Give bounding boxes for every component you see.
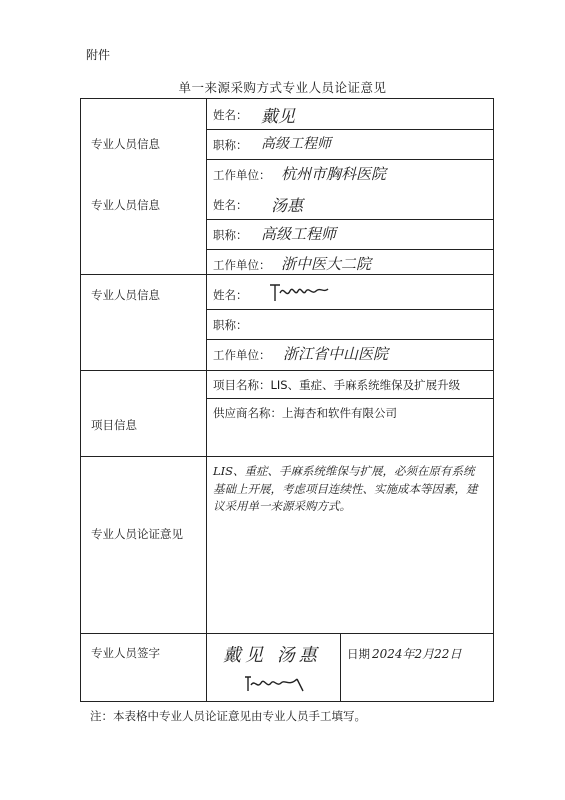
expert-2-name-label: 姓名： (213, 198, 248, 212)
project-name-label: 项目名称： (213, 378, 271, 392)
expert-3-unit-label: 工作单位： (213, 348, 271, 362)
expert-1-unit-handwritten: 杭州市胸科医院 (281, 165, 387, 183)
sub-row-divider (206, 219, 493, 220)
row-divider (81, 274, 493, 275)
column-divider (206, 99, 207, 701)
sub-row-divider (206, 398, 493, 399)
expert-1-name-label: 姓名： (213, 108, 248, 122)
sub-row-divider (206, 339, 493, 340)
project-section-label: 项目信息 (91, 418, 137, 432)
supplier-row (213, 405, 397, 421)
date-divider (340, 633, 341, 701)
annex-label: 附件 (86, 48, 111, 62)
signature-date-row (347, 645, 461, 662)
row-divider (81, 633, 493, 634)
footnote: 注：本表格中专业人员论证意见由专业人员手工填写。 (90, 709, 366, 723)
signature-section-label: 专业人员签字 (91, 646, 160, 660)
expert-3-section-label: 专业人员信息 (91, 288, 160, 302)
expert-1-section-label: 专业人员信息 (91, 137, 160, 151)
expert-2-unit-handwritten: 浙中医大二院 (281, 255, 372, 273)
opinion-section-label: 专业人员论证意见 (91, 527, 183, 541)
expert-1-name-handwritten: 戴见 (261, 107, 295, 127)
sub-row-divider (206, 249, 493, 250)
expert-2-unit-label: 工作单位： (213, 258, 271, 272)
opinion-handwritten-text: LIS、重症、手麻系统维保与扩展，必须在原有系统基础上开展，考虑项目连续性、实施成本等因素，建议采用单一来源采购方式。 (213, 464, 478, 513)
expert-2-title-label: 职称： (213, 228, 248, 242)
date-label: 日期 (347, 647, 370, 661)
third-signer-signature-scrawl (241, 671, 331, 693)
expert-2-title-handwritten: 高级工程师 (261, 225, 337, 243)
expert-2-section-label: 专业人员信息 (91, 198, 160, 212)
supplier-label: 供应商名称： (213, 406, 282, 420)
form-title: 单一来源采购方式专业人员论证意见 (178, 80, 387, 95)
expert-1-title-label: 职称： (213, 138, 248, 152)
signers-handwritten: 戴见 汤惠 (223, 645, 321, 666)
sub-row-divider (206, 159, 493, 160)
project-name-row (213, 377, 460, 393)
row-divider (81, 456, 493, 457)
expert-1-title-handwritten: 高级工程师 (261, 136, 331, 152)
project-name-value: LIS、重症、手麻系统维保及扩展升级 (270, 378, 461, 392)
row-divider (81, 370, 493, 371)
expert-3-name-signature-scrawl (266, 281, 366, 303)
date-handwritten: 2024年2月22日 (372, 647, 462, 661)
expert-2-name-handwritten: 汤惠 (271, 196, 304, 215)
expert-3-unit-handwritten: 浙江省中山医院 (283, 345, 389, 363)
supplier-value: 上海杏和软件有限公司 (282, 406, 397, 420)
sub-row-divider (206, 309, 493, 310)
expert-3-title-label: 职称： (213, 318, 248, 332)
argument-form-table (80, 98, 494, 702)
sub-row-divider (206, 129, 493, 130)
expert-1-unit-label: 工作单位： (213, 168, 271, 182)
expert-3-name-label: 姓名： (213, 288, 248, 302)
